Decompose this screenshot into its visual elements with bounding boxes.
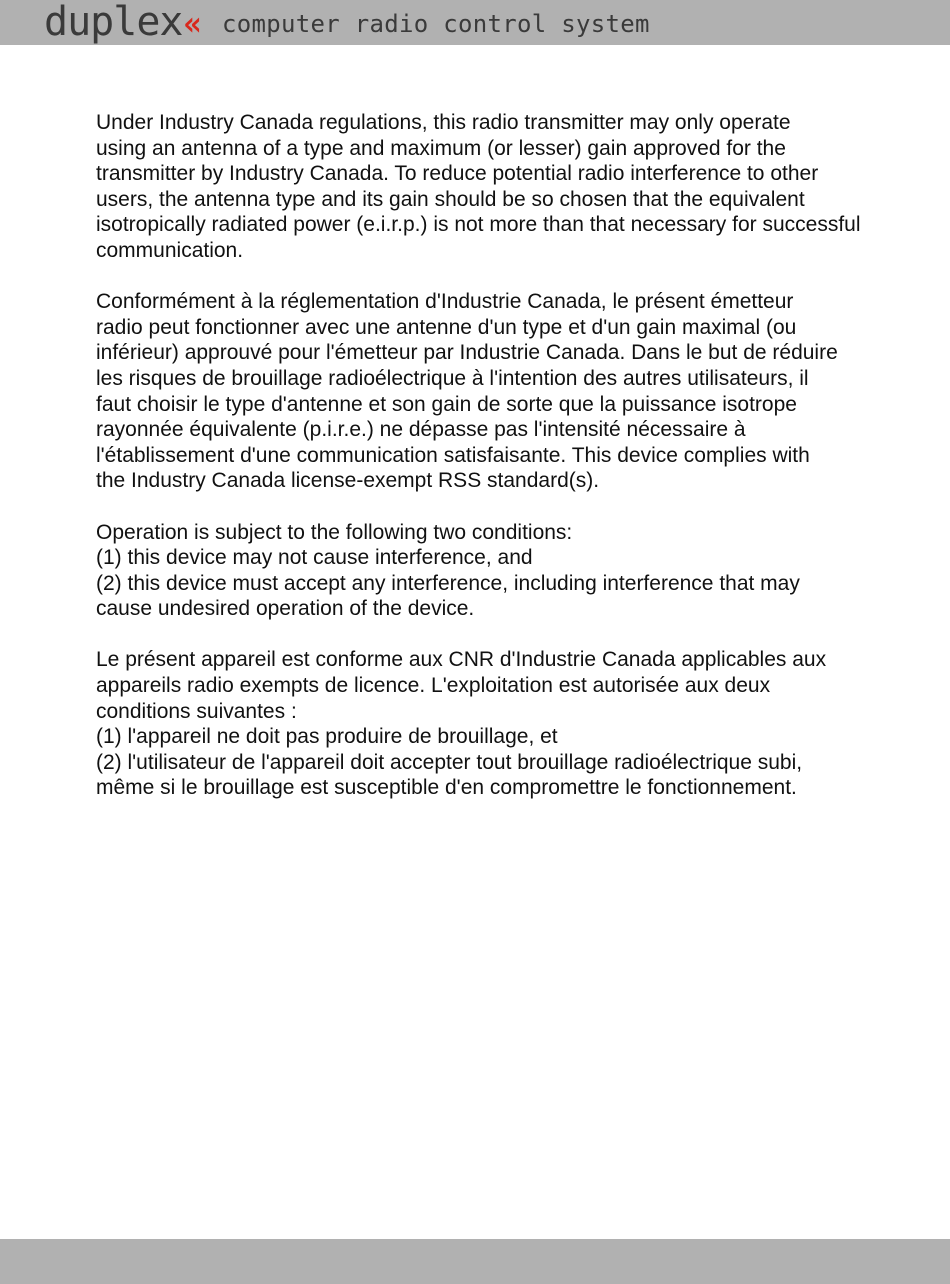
text-line: (2) this device must accept any interference, including interference that may: [96, 571, 800, 595]
header-bar: [0, 0, 950, 45]
header-tagline: computer radio control system: [222, 10, 650, 38]
text-line: appareils radio exempts de licence. L'exploitation est autorisée aux deux: [96, 674, 771, 698]
text-line: Conformément à la réglementation d'Industrie Canada, le présent émetteur: [96, 290, 794, 314]
footer-bar: [0, 1239, 950, 1284]
text-line: inférieur) approuvé pour l'émetteur par Industrie Canada. Dans le but de réduire: [96, 341, 838, 365]
paragraph-ic-antenna-fr: [96, 289, 942, 494]
text-line: radio peut fonctionner avec une antenne d'un type et d'un gain maximal (ou: [96, 315, 797, 339]
text-line: users, the antenna type and its gain should be so chosen that the equivalent: [96, 187, 805, 211]
text-line: communication.: [96, 238, 244, 262]
regulatory-text: [96, 110, 942, 827]
duplex-logo: [44, 0, 193, 45]
text-line: même si le brouillage est susceptible d'en compromettre le fonctionnement.: [96, 776, 797, 800]
text-line: conditions suivantes :: [96, 699, 297, 723]
paragraph-conditions-fr: [96, 647, 942, 801]
text-line: (1) l'appareil ne doit pas produire de brouillage, et: [96, 725, 558, 749]
logo-chevron-icon: «: [183, 4, 193, 44]
logo-wordmark: duplex: [44, 0, 183, 45]
text-line: isotropically radiated power (e.i.r.p.) is not more than that necessary for successful: [96, 213, 861, 237]
text-line: faut choisir le type d'antenne et son gain de sorte que la puissance isotrope: [96, 392, 797, 416]
text-line: Under Industry Canada regulations, this radio transmitter may only operate: [96, 111, 791, 134]
text-line: l'établissement d'une communication satisfaisante. This device complies with: [96, 443, 810, 467]
text-line: using an antenna of a type and maximum (or lesser) gain approved for the: [96, 136, 786, 160]
text-line: les risques de brouillage radioélectrique à l'intention des autres utilisateurs, il: [96, 366, 809, 390]
text-line: Operation is subject to the following two conditions:: [96, 520, 573, 544]
text-line: (1) this device may not cause interference, and: [96, 546, 533, 570]
text-line: (2) l'utilisateur de l'appareil doit accepter tout brouillage radioélectrique subi,: [96, 750, 803, 774]
paragraph-ic-antenna-en: [96, 110, 942, 264]
text-line: Le présent appareil est conforme aux CNR d'Industrie Canada applicables aux: [96, 648, 827, 672]
text-line: rayonnée équivalente (p.i.r.e.) ne dépasse pas l'intensité nécessaire à: [96, 418, 746, 442]
text-line: the Industry Canada license-exempt RSS standard(s).: [96, 469, 600, 493]
text-line: transmitter by Industry Canada. To reduce potential radio interference to other: [96, 162, 819, 186]
text-line: cause undesired operation of the device.: [96, 597, 475, 621]
paragraph-conditions-en: [96, 520, 942, 622]
